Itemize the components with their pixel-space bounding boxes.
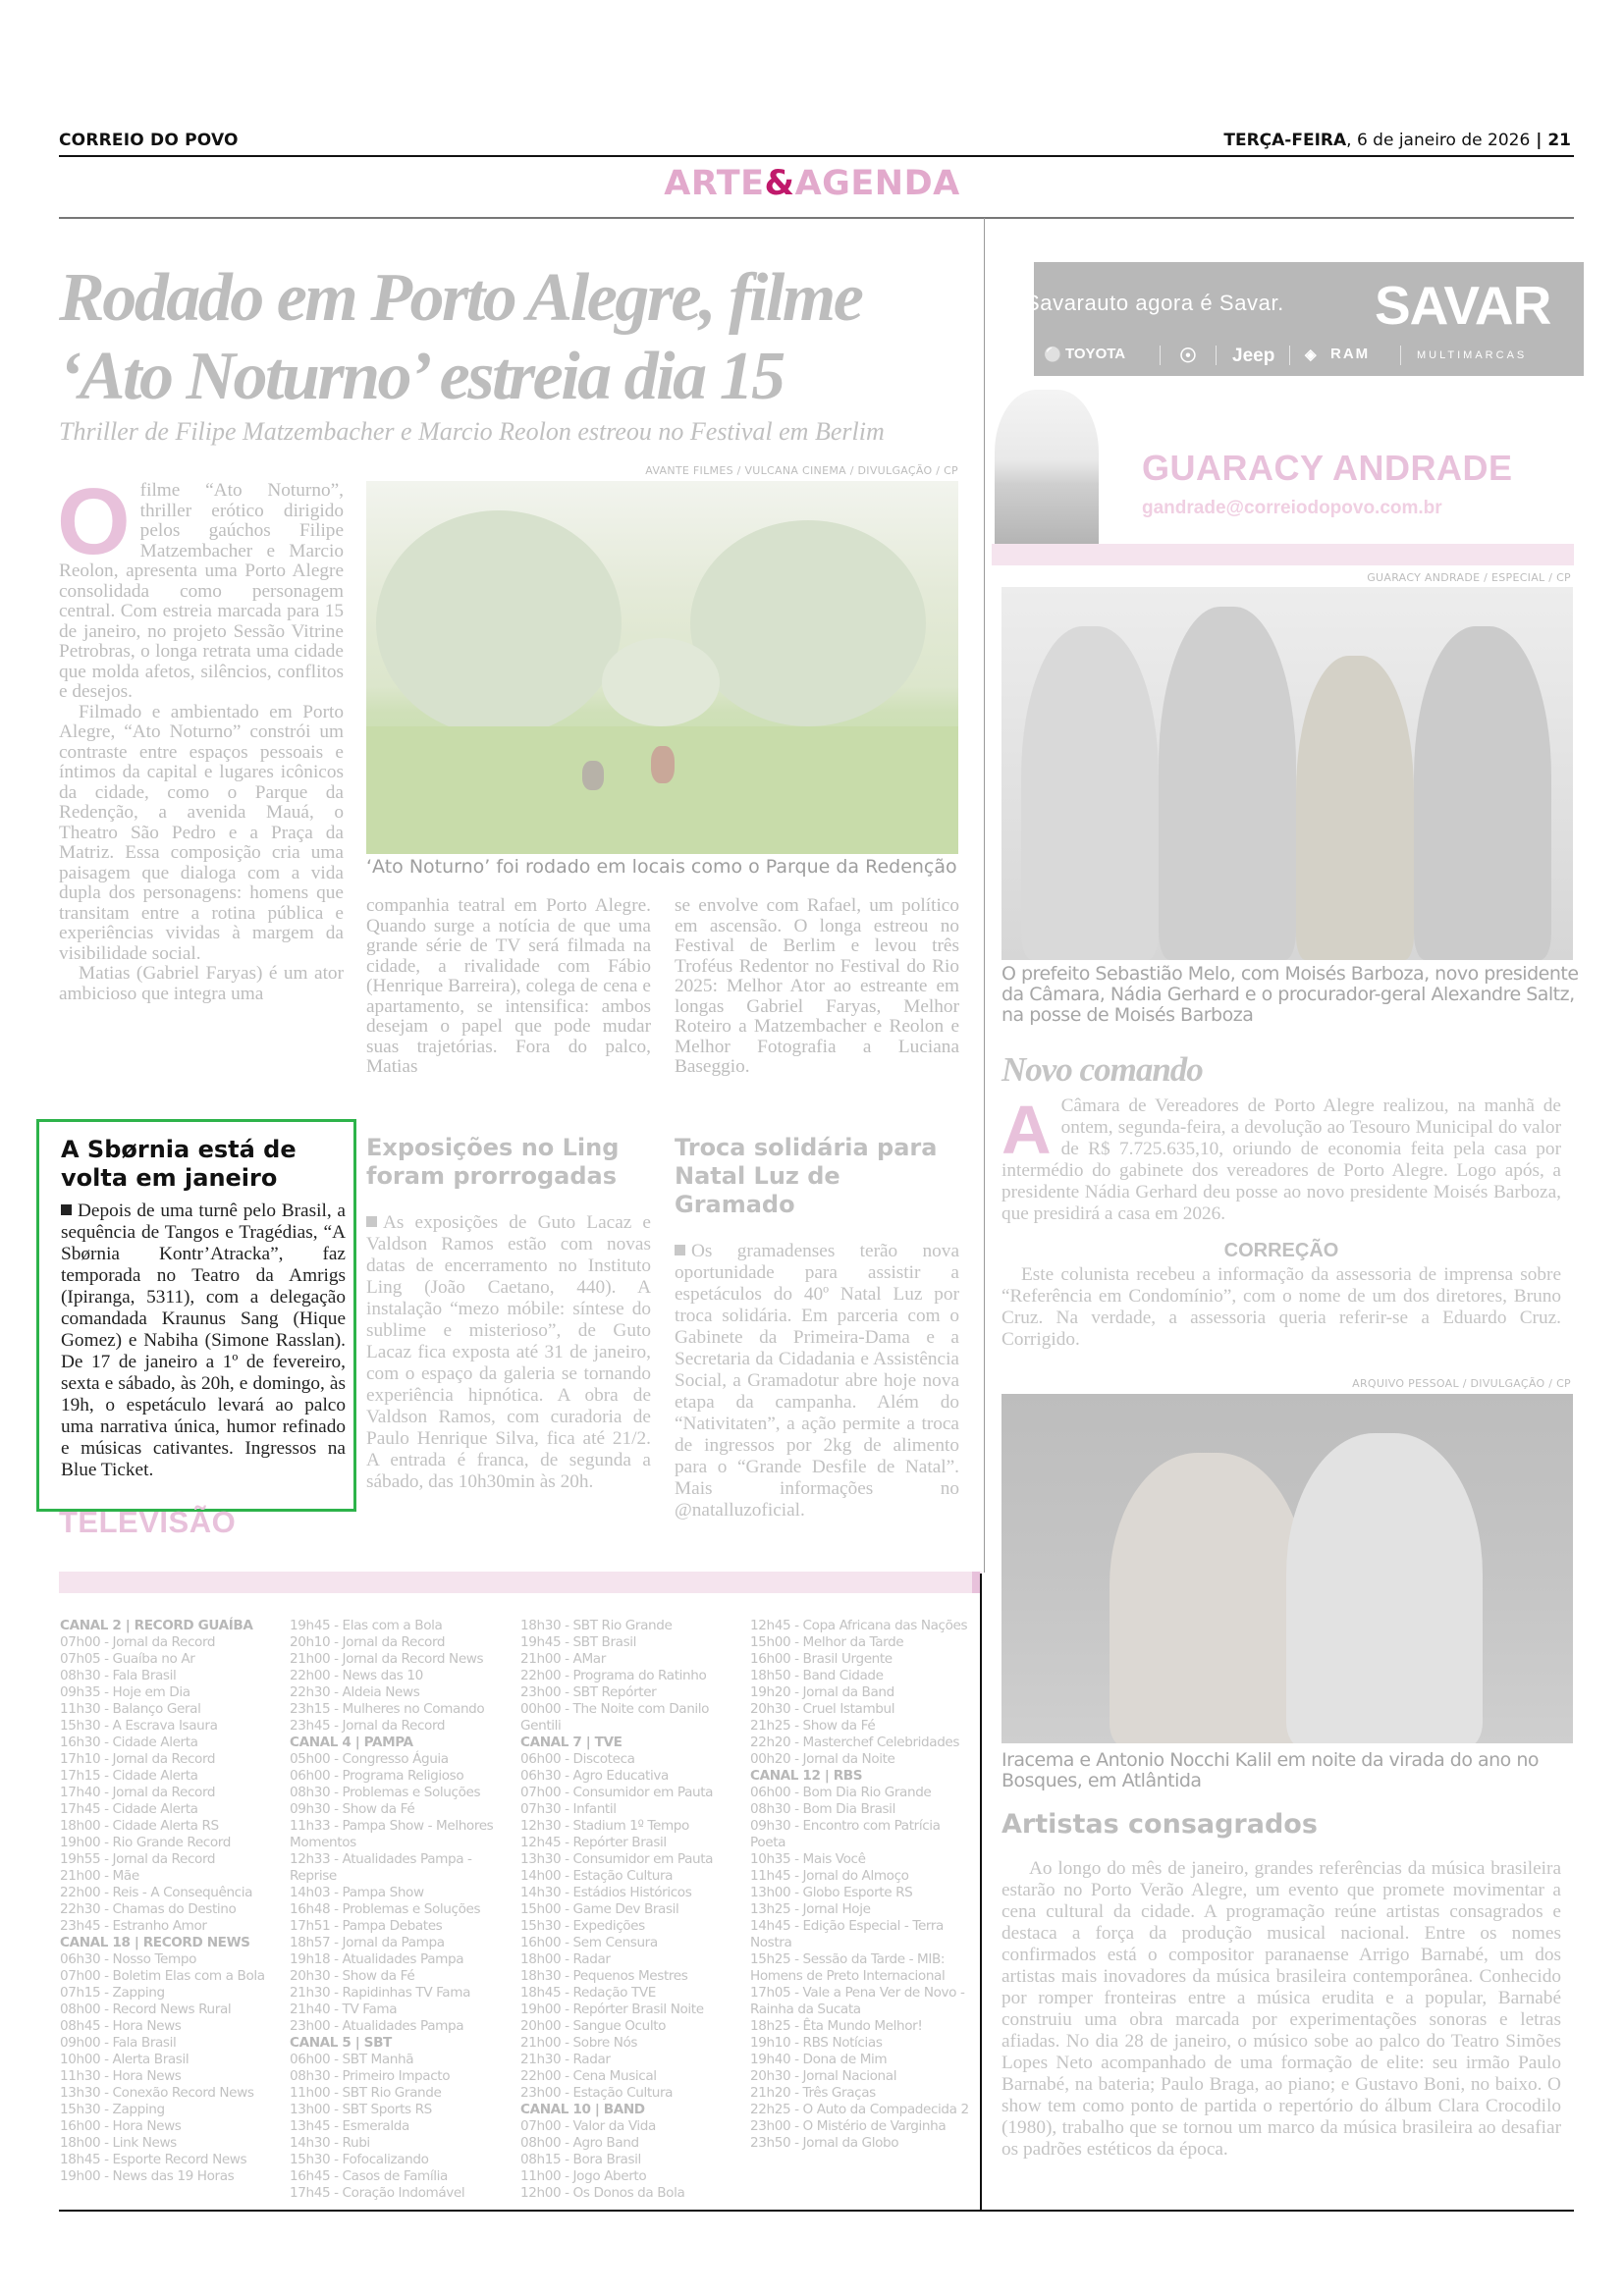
tree — [690, 520, 926, 726]
note-title: Novo comando — [1001, 1050, 1203, 1089]
tv-listing: 09h30 - Show da Fé — [290, 1801, 415, 1817]
tv-listing: 21h00 - Mãe — [60, 1868, 139, 1884]
person — [1021, 626, 1159, 960]
tv-listing: 21h00 - AMar — [520, 1651, 606, 1667]
tv-listing: 06h30 - Nosso Tempo — [60, 1951, 196, 1967]
tv-listing: 20h30 - Cruel Istambul — [750, 1701, 895, 1717]
tv-listing: 17h51 - Pampa Debates — [290, 1918, 443, 1934]
square-bullet-icon — [61, 1204, 72, 1215]
toyota-logo-icon: ⚪ — [1044, 347, 1062, 363]
drop-cap: A — [1001, 1092, 1052, 1168]
tv-listing: 17h45 - Coração Indomável — [290, 2185, 465, 2201]
tv-listing: 15h30 - Expedições — [520, 1918, 645, 1934]
tv-listing: 15h30 - A Escrava Isaura — [60, 1718, 218, 1734]
tv-listing: 19h00 - Repórter Brasil Noite — [520, 2002, 704, 2017]
tv-listing: 16h00 - Hora News — [60, 2118, 182, 2134]
separator: | — [1530, 131, 1548, 150]
tv-listing: 23h50 - Jornal da Globo — [750, 2135, 899, 2151]
tree — [602, 638, 720, 726]
tv-listing: 06h30 - Agro Educativa — [520, 1768, 669, 1784]
ad-brands — [1044, 346, 1574, 367]
tv-listing: 19h00 - Rio Grande Record — [60, 1835, 231, 1850]
tv-listing: 07h00 - Consumidor em Pauta — [520, 1785, 714, 1800]
tv-listing: 16h48 - Problemas e Soluções — [290, 1901, 481, 1917]
tv-section-title: TELEVISÃO — [59, 1505, 237, 1539]
tv-bar — [59, 1572, 982, 1593]
tv-listing: 17h15 - Cidade Alerta — [60, 1768, 198, 1784]
brief-text — [675, 1241, 959, 1522]
photo-caption: Iracema e Antonio Nocchi Kalil em noite da virada do ano no Bosques, em Atlântida — [1001, 1749, 1540, 1791]
tv-listing: 08h30 - Problemas e Soluções — [290, 1785, 481, 1800]
ad-logo: SAVAR — [1375, 275, 1551, 336]
author-name: GUARACY ANDRADE — [1142, 448, 1513, 488]
tv-listing: 16h00 - Sem Censura — [520, 1935, 658, 1950]
person — [651, 746, 675, 783]
tv-listing: 18h45 - Redação TVE — [520, 1985, 656, 2001]
tv-listing: 07h05 - Guaíba no Ar — [60, 1651, 195, 1667]
tv-listing: 08h30 - Fala Brasil — [60, 1668, 177, 1683]
mercedes-logo-icon: ☉ — [1179, 346, 1197, 367]
tv-column — [60, 1618, 284, 2185]
tv-listing: 19h20 - Jornal da Band — [750, 1684, 894, 1700]
section-rule — [59, 217, 1574, 219]
tv-listing: 21h25 - Show da Fé — [750, 1718, 876, 1734]
brief-title: Troca solidária para Natal Luz de Gramado — [675, 1134, 938, 1218]
tv-listing: 08h15 - Bora Brasil — [520, 2152, 641, 2167]
person — [1296, 656, 1414, 960]
masthead: CORREIO DO POVO — [59, 131, 239, 150]
tv-listing: 13h00 - Globo Esporte RS — [750, 1885, 913, 1900]
tv-listing: 23h45 - Estranho Amor — [60, 1918, 207, 1934]
photo-caption: O prefeito Sebastião Melo, com Moisés Barboza, novo presidente da Câmara, Nádia Gerhard e o procurador-geral Alexandre Saltz, na posse de Moisés Barboza — [1001, 963, 1579, 1026]
tv-listing: 20h30 - Show da Fé — [290, 1968, 415, 1984]
tree — [376, 510, 622, 736]
square-bullet-icon — [675, 1245, 685, 1255]
tv-listing: 17h45 - Cidade Alerta — [60, 1801, 198, 1817]
brief-title: Exposições no Ling foram prorrogadas — [366, 1134, 620, 1190]
divider — [1289, 346, 1290, 365]
tv-listing: 11h00 - SBT Rio Grande — [290, 2085, 442, 2101]
tv-listing: 22h30 - Aldeia News — [290, 1684, 420, 1700]
tv-listing: 22h00 - Cena Musical — [520, 2068, 657, 2084]
tv-channel-header: CANAL 5 | SBT — [290, 2035, 392, 2051]
tv-listing: 14h30 - Rubi — [290, 2135, 370, 2151]
tv-listing: 19h40 - Dona de Mim — [750, 2052, 888, 2067]
tv-listing: 22h00 - Reis - A Consequência — [60, 1885, 253, 1900]
tv-listing: 23h00 - Atualidades Pampa — [290, 2018, 464, 2034]
tv-listing: 06h00 - SBT Manhã — [290, 2052, 414, 2067]
tv-listing: 13h45 - Esmeralda — [290, 2118, 409, 2134]
tv-listing: 19h45 - Elas com a Bola — [290, 1618, 443, 1633]
tv-listing: 20h10 - Jornal da Record — [290, 1634, 446, 1650]
brand-jeep: Jeep — [1232, 346, 1275, 366]
story-column-3 — [675, 896, 959, 1078]
weekday: TERÇA-FEIRA — [1223, 131, 1347, 150]
tv-listing: 00h20 - Jornal da Noite — [750, 1751, 895, 1767]
tv-listing: 22h20 - Masterchef Celebridades — [750, 1735, 960, 1750]
story-column-2 — [366, 896, 651, 1078]
tv-listing: 13h25 - Jornal Hoje — [750, 1901, 871, 1917]
tv-listing: 21h30 - Rapidinhas TV Fama — [290, 1985, 471, 2001]
tv-listing: 20h00 - Sangue Oculto — [520, 2018, 667, 2034]
note-text: Câmara de Vereadores de Porto Alegre realizou, na manhã de ontem, segunda-feira, a devolução ao Tesouro Municipal do valor de R$ 7.725.635,10, oriundo de economia feita pela casa por intermédio do gabinete dos vereadores de Porto Alegre. Logo após, a presidente Nádia Gerhard deu posse ao novo presidente Moisés Barboza, que presidirá a casa em 2026. — [1001, 1095, 1561, 1224]
tv-channel-header: CANAL 7 | TVE — [520, 1735, 623, 1750]
tv-listing: 11h45 - Jornal do Almoço — [750, 1868, 909, 1884]
paragraph: filme “Ato Noturno”, thriller erótico dirigido pelos gaúchos Filipe Matzembacher e Marcio Reolon, apresenta uma Porto Alegre consolidada como personagem central. Com estreia marcada para 15 de janeiro, no projeto Sessão Vitrine Petrobras, o longa retrata uma cidade que molda afetos, silêncios, conflitos e desejos. — [59, 480, 344, 702]
tv-listing: 16h00 - Brasil Urgente — [750, 1651, 893, 1667]
tv-listing: 06h00 - Programa Religioso — [290, 1768, 464, 1784]
tv-listing: 07h00 - Boletim Elas com a Bola — [60, 1968, 265, 1984]
correction-title: CORREÇÃO — [1223, 1240, 1339, 1261]
tv-listing: 07h15 - Zapping — [60, 1985, 165, 2001]
tv-listing: 11h00 - Jogo Aberto — [520, 2168, 647, 2184]
park-photo — [366, 481, 958, 854]
tv-channel-header: CANAL 12 | RBS — [750, 1768, 863, 1784]
tv-listing: 18h45 - Esporte Record News — [60, 2152, 247, 2167]
ram-logo-icon: ◈ — [1305, 347, 1317, 363]
tv-listing: 19h18 - Atualidades Pampa — [290, 1951, 464, 1967]
brief — [366, 1134, 651, 1493]
brief-body: Os gramadenses terão nova oportunidade para assistir a espetáculos do 40º Natal Luz por troca solidária. Em parceria com o Gabinete da Primeira-Dama e a Secretaria da Cidadania e Assistência Social, a Gramadotur abre hoje nova etapa da campanha. Além do “Nativitaten”, a ação permite a troca de ingressos por 2kg de alimento para o “Grande Desfile de Natal”. Mais informações no @natalluzoficial. — [675, 1241, 959, 1521]
ad-slogan: Savarauto agora é Savar. — [1025, 291, 1284, 315]
tv-listing: 18h00 - Link News — [60, 2135, 177, 2151]
tv-listing: 21h40 - TV Fama — [290, 2002, 398, 2017]
tv-listing: 05h00 - Congresso Águia — [290, 1751, 449, 1767]
brief-text — [61, 1201, 346, 1481]
tv-listing: 09h35 - Hoje em Dia — [60, 1684, 190, 1700]
tv-channel-header: CANAL 2 | RECORD GUAÍBA — [60, 1618, 253, 1633]
tv-listing: 14h00 - Estação Cultura — [520, 1868, 674, 1884]
tv-listing: 18h25 - Êta Mundo Melhor! — [750, 2018, 923, 2034]
photo-credit: ARQUIVO PESSOAL / DIVULGAÇÃO / CP — [1352, 1377, 1571, 1390]
brief-body: As exposições de Guto Lacaz e Valdson Ramos estão com novas datas de encerramento no Instituto Ling (João Caetano, 440). A instalação “mezo móbile: síntese do sublime e misterioso”, de Guto Lacaz fica exposta até 31 de janeiro, com o espaço da galeria se tornando experiência hipnótica. A obra de Valdson Ramos, com curadoria de Paulo Henrique Silva, fica até 21/2. A entrada é franca, de segunda a sábado, das 10h30min às 20h. — [366, 1212, 651, 1492]
tv-listing: 23h00 - Estação Cultura — [520, 2085, 674, 2101]
tv-listing: 12h45 - Copa Africana das Nações — [750, 1618, 968, 1633]
tv-listing: 18h00 - Cidade Alerta RS — [60, 1818, 219, 1834]
paragraph: Matias (Gabriel Faryas) é um ator ambicioso que integra uma — [59, 963, 344, 1004]
tv-listing: 15h00 - Melhor da Tarde — [750, 1634, 904, 1650]
section-part1: ARTE — [664, 164, 765, 203]
tv-listing: 10h35 - Mais Você — [750, 1851, 866, 1867]
tv-listing: 22h00 - News das 10 — [290, 1668, 423, 1683]
tv-listing: 21h20 - Três Graças — [750, 2085, 876, 2101]
tv-listing: 21h00 - Jornal da Record News — [290, 1651, 484, 1667]
tv-listing: 14h45 - Edição Especial - Terra Nostra — [750, 1918, 944, 1950]
square-bullet-icon — [366, 1216, 377, 1227]
drop-cap: O — [57, 469, 131, 574]
tv-listing: 14h03 - Pampa Show — [290, 1885, 424, 1900]
tv-listing: 11h30 - Balanço Geral — [60, 1701, 201, 1717]
brief-body: Depois de uma turnê pelo Brasil, a sequência de Tangos e Tragédias, “A Sbørnia Kontr’Atracka”, faz temporada no Teatro da Amrigs (Ipiranga, 5311), com a delegação comandada Kraunus Sang (Hique Gomez) e Nabiha (Simone Rasslan). De 17 de janeiro a 1º de fevereiro, sexta e sábado, às 20h, e domingo, às 19h, o espetáculo levará ao palco uma narrativa única, humor refinado e músicas cativantes. Ingressos na Blue Ticket. — [61, 1201, 346, 1480]
tv-listing: 00h00 - The Noite com Danilo Gentili — [520, 1701, 710, 1734]
tv-listing: 18h30 - SBT Rio Grande — [520, 1618, 673, 1633]
tv-listing: 18h00 - Radar — [520, 1951, 611, 1967]
divider — [1216, 346, 1217, 365]
divider — [1160, 346, 1161, 365]
note-body: Ao longo do mês de janeiro, grandes referências da música brasileira estarão no Porto Verão Alegre, um evento que promete movimentar a cena cultural da cidade. A programação reúne artistas consagrados e destaca a força da produção musical nacional. Entre os nomes confirmados está o compositor paranaense Arrigo Barnabé, um dos artistas mais inovadores da música brasileira contemporânea. Conhecido por romper fronteiras entre a música erudita e a popular, Barnabé construiu uma obra marcada por experimentações sonoras e letras afiadas. No dia 28 de janeiro, o músico sobe ao palco do Teatro Simões Lopes Neto acompanhado de uma formação de elite: seu irmão Paulo Barnabé, na bateria; Paulo Braga, ao piano; e Gustavo Boni, no baixo. O show tem como ponto de partida o repertório do álbum Clara Crocodilo (1980), trabalho que se tornou um marco da música brasileira ao desafiar os padrões estéticos da época. — [1001, 1858, 1561, 2160]
tv-listing: 18h50 - Band Cidade — [750, 1668, 884, 1683]
tv-listing: 06h00 - Discoteca — [520, 1751, 635, 1767]
tv-listing: 19h10 - RBS Notícias — [750, 2035, 883, 2051]
couple-photo — [1001, 1394, 1573, 1743]
tv-column — [290, 1618, 514, 2202]
tv-listing: 23h15 - Mulheres no Comando — [290, 1701, 485, 1717]
tv-listing: 11h30 - Hora News — [60, 2068, 182, 2084]
tv-listing: 23h00 - O Mistério de Varginha — [750, 2118, 947, 2134]
tv-listing: 19h45 - SBT Brasil — [520, 1634, 637, 1650]
tv-listing: 08h00 - Agro Band — [520, 2135, 639, 2151]
top-rule — [59, 155, 1574, 157]
column-divider — [984, 218, 985, 1573]
correction-body: Este colunista recebeu a informação da assessoria de imprensa sobre “Referência em Condomínio”, com o nome de um dos diretores, Bruno Cruz. Na verdade, a assessoria queria referir-se a Eduardo Cruz. Corrigido. — [1001, 1264, 1561, 1350]
tv-listing: 17h10 - Jornal da Record — [60, 1751, 216, 1767]
note-body — [1001, 1092, 1561, 1225]
tv-listing: 18h30 - Pequenos Mestres — [520, 1968, 688, 1984]
section-title — [0, 164, 1624, 203]
person — [582, 761, 604, 790]
tv-bar-accent — [972, 1572, 980, 1593]
brief-title: A Sbørnia está de volta em janeiro — [61, 1136, 297, 1192]
tv-listing: 12h33 - Atualidades Pampa - Reprise — [290, 1851, 472, 1884]
section-ampersand: & — [764, 164, 795, 203]
person — [1110, 1453, 1306, 1743]
tv-listing: 21h00 - Sobre Nós — [520, 2035, 638, 2051]
tv-listing: 12h45 - Repórter Brasil — [520, 1835, 667, 1850]
author-photo — [995, 390, 1099, 547]
paragraph: se envolve com Rafael, um político em ascensão. O longa estreou no Festival de Berlim e levou três Troféus Redentor no Festival do Rio 2025: Melhor Ator ao estreante em longas Gabriel Faryas, Melhor Roteiro a Matzembacher e Reolon e Melhor Fotografia a Luciana Baseggio. — [675, 895, 959, 1077]
tv-listing: 18h57 - Jornal da Pampa — [290, 1935, 445, 1950]
page-number: 21 — [1547, 131, 1571, 150]
tv-listing: 15h25 - Sessão da Tarde - MIB: Homens de Preto Internacional — [750, 1951, 946, 1984]
story-column-1 — [57, 469, 344, 1004]
date: , 6 de janeiro de 2026 — [1346, 131, 1531, 150]
tv-listing: 06h00 - Bom Dia Rio Grande — [750, 1785, 932, 1800]
tv-column — [750, 1618, 974, 2152]
person — [1159, 607, 1296, 960]
tv-listing: 23h45 - Jornal da Record — [290, 1718, 446, 1734]
highlighted-brief — [36, 1119, 356, 1512]
divider — [1400, 346, 1401, 365]
tv-listing: 15h30 - Zapping — [60, 2102, 165, 2117]
tv-listing: 15h00 - Game Dev Brasil — [520, 1901, 679, 1917]
dateline — [1223, 131, 1571, 150]
paragraph: companhia teatral em Porto Alegre. Quando surge a notícia de que uma grande série de TV será filmada na cidade, a rivalidade com Fábio (Henrique Barreira), colega de cena e apartamento, se intensifica: ambos desejam o papel que pode mudar suas trajetórias. Fora do palco, Matias — [366, 895, 651, 1077]
tv-listing: 07h30 - Infantil — [520, 1801, 617, 1817]
tv-listing: 16h45 - Casos de Família — [290, 2168, 448, 2184]
tv-listing: 09h00 - Fala Brasil — [60, 2035, 177, 2051]
paragraph: Filmado e ambientado em Porto Alegre, “Ato Noturno” constrói um contraste entre espaços pessoais e íntimos da capital e lugares icônicos da cidade, como o Parque da Redenção, a avenida Mauá, o Theatro São Pedro e a Praça da Matriz. Essa composição cria uma paisagem que dialoga com a vida dupla dos personagens: homens que transitam entre a rotina pública e experiências vividas à margem da visibilidade social. — [59, 701, 344, 964]
note-title: Artistas consagrados — [1001, 1809, 1318, 1840]
tv-listing: 16h30 - Cidade Alerta — [60, 1735, 198, 1750]
posse-photo — [1001, 587, 1573, 960]
tv-listing: 09h30 - Encontro com Patrícia Poeta — [750, 1818, 941, 1850]
brief — [675, 1134, 959, 1522]
tv-listing: 13h30 - Consumidor em Pauta — [520, 1851, 714, 1867]
tv-listing: 08h30 - Primeiro Impacto — [290, 2068, 451, 2084]
photo-credit: AVANTE FILMES / VULCANA CINEMA / DIVULGAÇÃO / CP — [645, 464, 958, 477]
tv-listing: 23h00 - SBT Repórter — [520, 1684, 657, 1700]
tv-listing: 22h25 - O Auto da Compadecida 2 — [750, 2102, 969, 2117]
tv-channel-header: CANAL 4 | PAMPA — [290, 1735, 413, 1750]
tv-listing: 17h05 - Vale a Pena Ver de Novo - Rainha da Sucata — [750, 1985, 965, 2017]
tv-listing: 08h00 - Record News Rural — [60, 2002, 232, 2017]
photo-credit: GUARACY ANDRADE / ESPECIAL / CP — [1367, 571, 1571, 584]
person — [1414, 626, 1551, 960]
tv-listing: 07h00 - Jornal da Record — [60, 1634, 216, 1650]
tv-listing: 08h30 - Bom Dia Brasil — [750, 1801, 895, 1817]
tv-listing: 08h45 - Hora News — [60, 2018, 182, 2034]
section-part2: AGENDA — [794, 164, 960, 203]
tv-listing: 22h30 - Chamas do Destino — [60, 1901, 237, 1917]
deck: Thriller de Filipe Matzembacher e Marcio Reolon estreou no Festival em Berlim — [59, 417, 885, 446]
tv-listing: 13h00 - SBT Sports RS — [290, 2102, 432, 2117]
tv-listing: 15h30 - Fofocalizando — [290, 2152, 429, 2167]
tv-listing: 12h30 - Stadium 1º Tempo — [520, 1818, 689, 1834]
tv-channel-header: CANAL 10 | BAND — [520, 2102, 645, 2117]
tv-listing: 11h33 - Pampa Show - Melhores Momentos — [290, 1818, 494, 1850]
tv-listing: 07h00 - Valor da Vida — [520, 2118, 656, 2134]
photo-caption: ‘Ato Noturno’ foi rodado em locais como o Parque da Redenção — [366, 856, 957, 878]
tv-listing: 17h40 - Jornal da Record — [60, 1785, 216, 1800]
brief-text — [366, 1212, 651, 1493]
tv-listing: 19h00 - News das 19 Horas — [60, 2168, 235, 2184]
tv-listing: 19h55 - Jornal da Record — [60, 1851, 216, 1867]
tv-listing: 12h00 - Os Donos da Bola — [520, 2185, 685, 2201]
tv-right-rule — [980, 1574, 982, 2212]
tv-channel-header: CANAL 18 | RECORD NEWS — [60, 1935, 250, 1950]
bottom-rule — [59, 2210, 1574, 2212]
author-bar — [992, 544, 1574, 565]
tv-listing: 20h30 - Jornal Nacional — [750, 2068, 897, 2084]
tv-listing: 21h30 - Radar — [520, 2052, 611, 2067]
headline: Rodado em Porto Alegre, filme ‘Ato Noturno’ estreia dia 15 — [59, 260, 862, 414]
tv-listing: 14h30 - Estádios Históricos — [520, 1885, 692, 1900]
tv-column — [520, 1618, 744, 2202]
tv-listing: 10h00 - Alerta Brasil — [60, 2052, 189, 2067]
tv-listing: 13h30 - Conexão Record News — [60, 2085, 254, 2101]
person — [1286, 1433, 1483, 1743]
brand-ram: RAM — [1330, 346, 1371, 362]
brand-toyota: TOYOTA — [1065, 346, 1126, 362]
brand-multimarcas: MULTIMARCAS — [1417, 349, 1528, 361]
tv-listing: 22h00 - Programa do Ratinho — [520, 1668, 707, 1683]
author-email[interactable]: gandrade@correiodopovo.com.br — [1142, 498, 1442, 518]
